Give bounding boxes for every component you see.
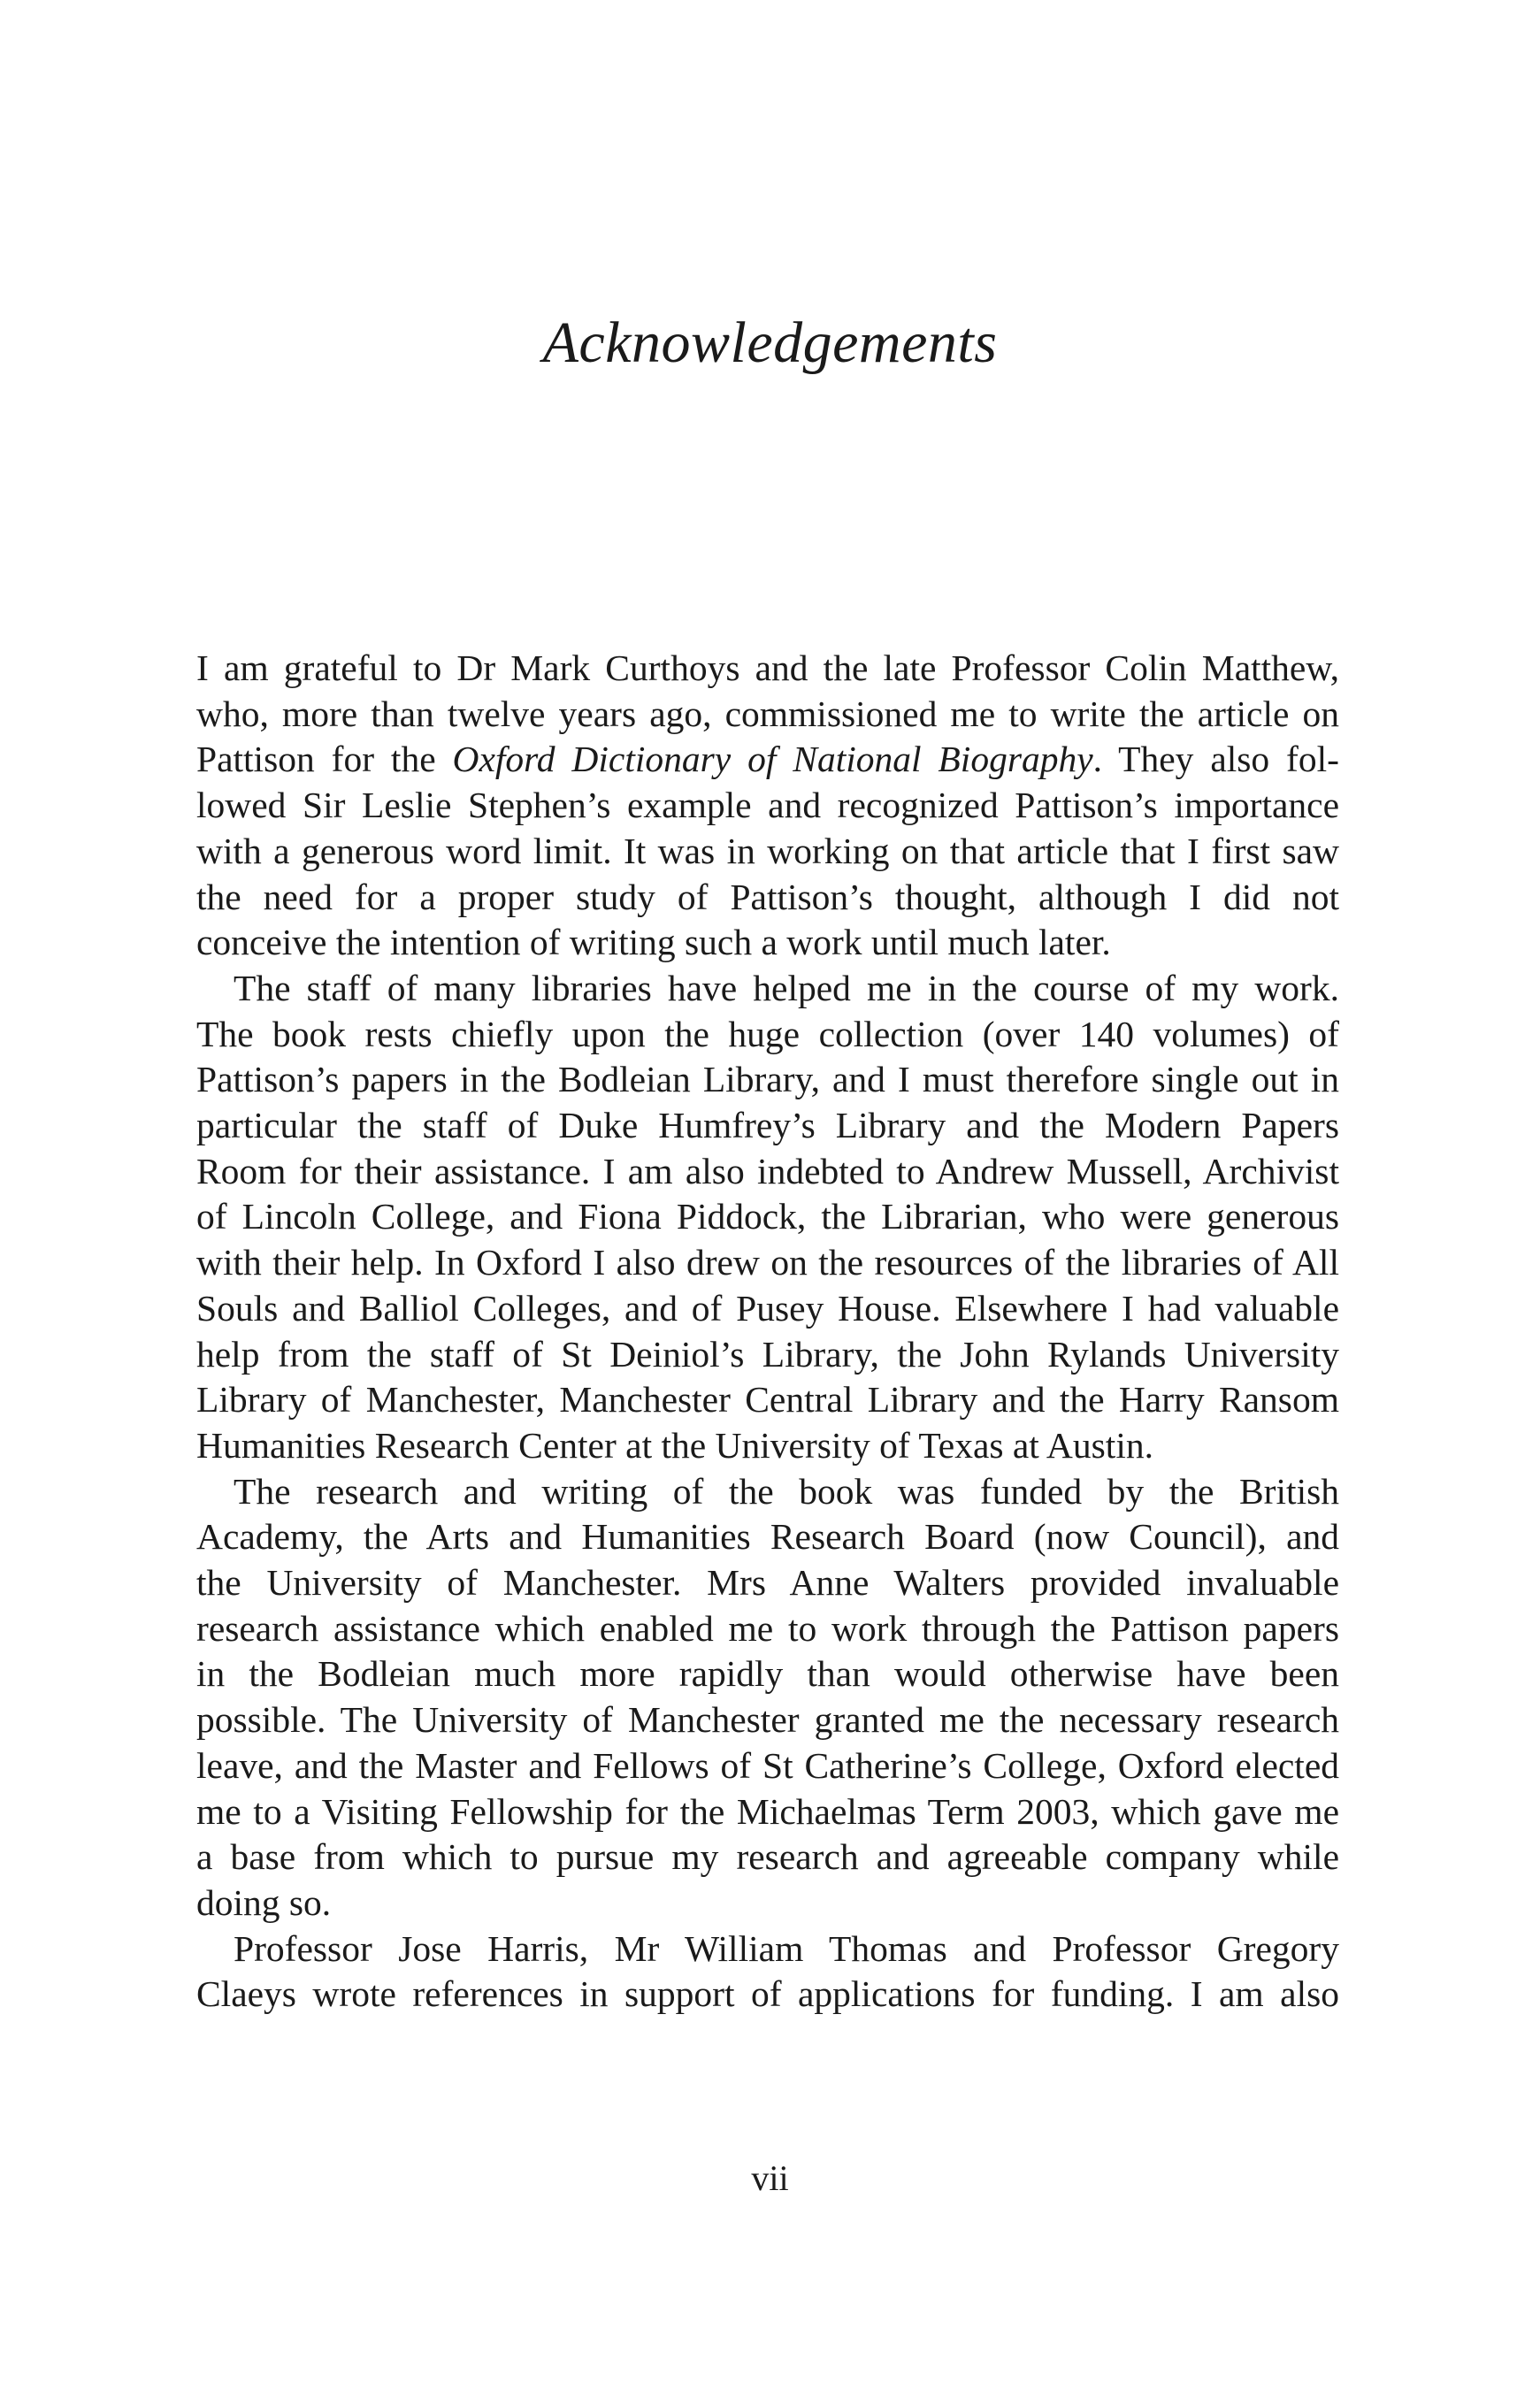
text-line: research assistance which enabled me to work through the Pattison papers xyxy=(196,1607,1339,1649)
paragraph-1 xyxy=(196,646,1339,966)
text-line: Humanities Research Center at the University of Texas at Austin. xyxy=(196,1424,1153,1466)
text-line: The book rests chiefly upon the huge collection (over 140 volumes) of xyxy=(196,1013,1339,1054)
acknowledgements-body xyxy=(196,646,1339,2018)
book-title-italic: Oxford Dictionary of National Biography xyxy=(452,739,1093,780)
text-line: Pattison’s papers in the Bodleian Library, and I must therefore single out in xyxy=(196,1059,1339,1100)
paragraph-2 xyxy=(196,966,1339,1469)
text-line: Academy, the Arts and Humanities Research Board (now Council), and xyxy=(196,1516,1339,1558)
paragraph-4 xyxy=(196,1926,1339,2018)
text-line-start: Pattison for the xyxy=(196,739,453,780)
text-line: doing so. xyxy=(196,1881,332,1923)
text-line: of Lincoln College, and Fiona Piddock, the Librarian, who were generous xyxy=(196,1196,1339,1237)
text-line: Souls and Balliol Colleges, and of Pusey House. Elsewhere I had valuable xyxy=(196,1287,1339,1329)
text-line-end: . They also fol- xyxy=(1092,739,1339,780)
text-line: Room for their assistance. I am also indebted to Andrew Mussell, Archivist xyxy=(196,1150,1339,1191)
text-line: the need for a proper study of Pattison’s thought, although I did not xyxy=(196,876,1339,917)
text-line: a base from which to pursue my research and agreeable company while xyxy=(196,1836,1339,1878)
text-line: with a generous word limit. It was in working on that article that I first saw xyxy=(196,830,1339,871)
text-line: with their help. In Oxford I also drew on the resources of the libraries of All xyxy=(196,1242,1339,1283)
text-line: The staff of many libraries have helped me in the course of my work. xyxy=(234,967,1339,1008)
text-line: Professor Jose Harris, Mr William Thomas and Professor Gregory xyxy=(234,1927,1339,1969)
text-line: in the Bodleian much more rapidly than would otherwise have been xyxy=(196,1653,1339,1695)
text-line: I am grateful to Dr Mark Curthoys and the late Professor Colin Matthew, xyxy=(196,647,1339,688)
text-line: particular the staff of Duke Humfrey’s Library and the Modern Papers xyxy=(196,1105,1339,1146)
text-line: help from the staff of St Deiniol’s Library, the John Rylands University xyxy=(196,1333,1339,1375)
text-line: possible. The University of Manchester granted me the necessary research xyxy=(196,1699,1339,1741)
page-title: Acknowledgements xyxy=(542,310,998,375)
text-line: me to a Visiting Fellowship for the Michaelmas Term 2003, which gave me xyxy=(196,1790,1339,1832)
text-line: lowed Sir Leslie Stephen’s example and recognized Pattison’s importance xyxy=(196,785,1339,826)
page-number: vii xyxy=(751,2158,789,2198)
text-line: Library of Manchester, Manchester Central Library and the Harry Ransom xyxy=(196,1379,1339,1421)
text-line: leave, and the Master and Fellows of St Catherine’s College, Oxford elected xyxy=(196,1744,1339,1786)
text-line: who, more than twelve years ago, commissioned me to write the article on xyxy=(196,693,1339,734)
text-line: The research and writing of the book was funded by the British xyxy=(234,1470,1339,1512)
paragraph-3 xyxy=(196,1469,1339,1926)
text-line xyxy=(196,737,1339,783)
text-line: the University of Manchester. Mrs Anne Walters provided invaluable xyxy=(196,1562,1339,1604)
text-line: conceive the intention of writing such a work until much later. xyxy=(196,922,1111,963)
text-line: Claeys wrote references in support of applications for funding. I am also xyxy=(196,1973,1339,2015)
